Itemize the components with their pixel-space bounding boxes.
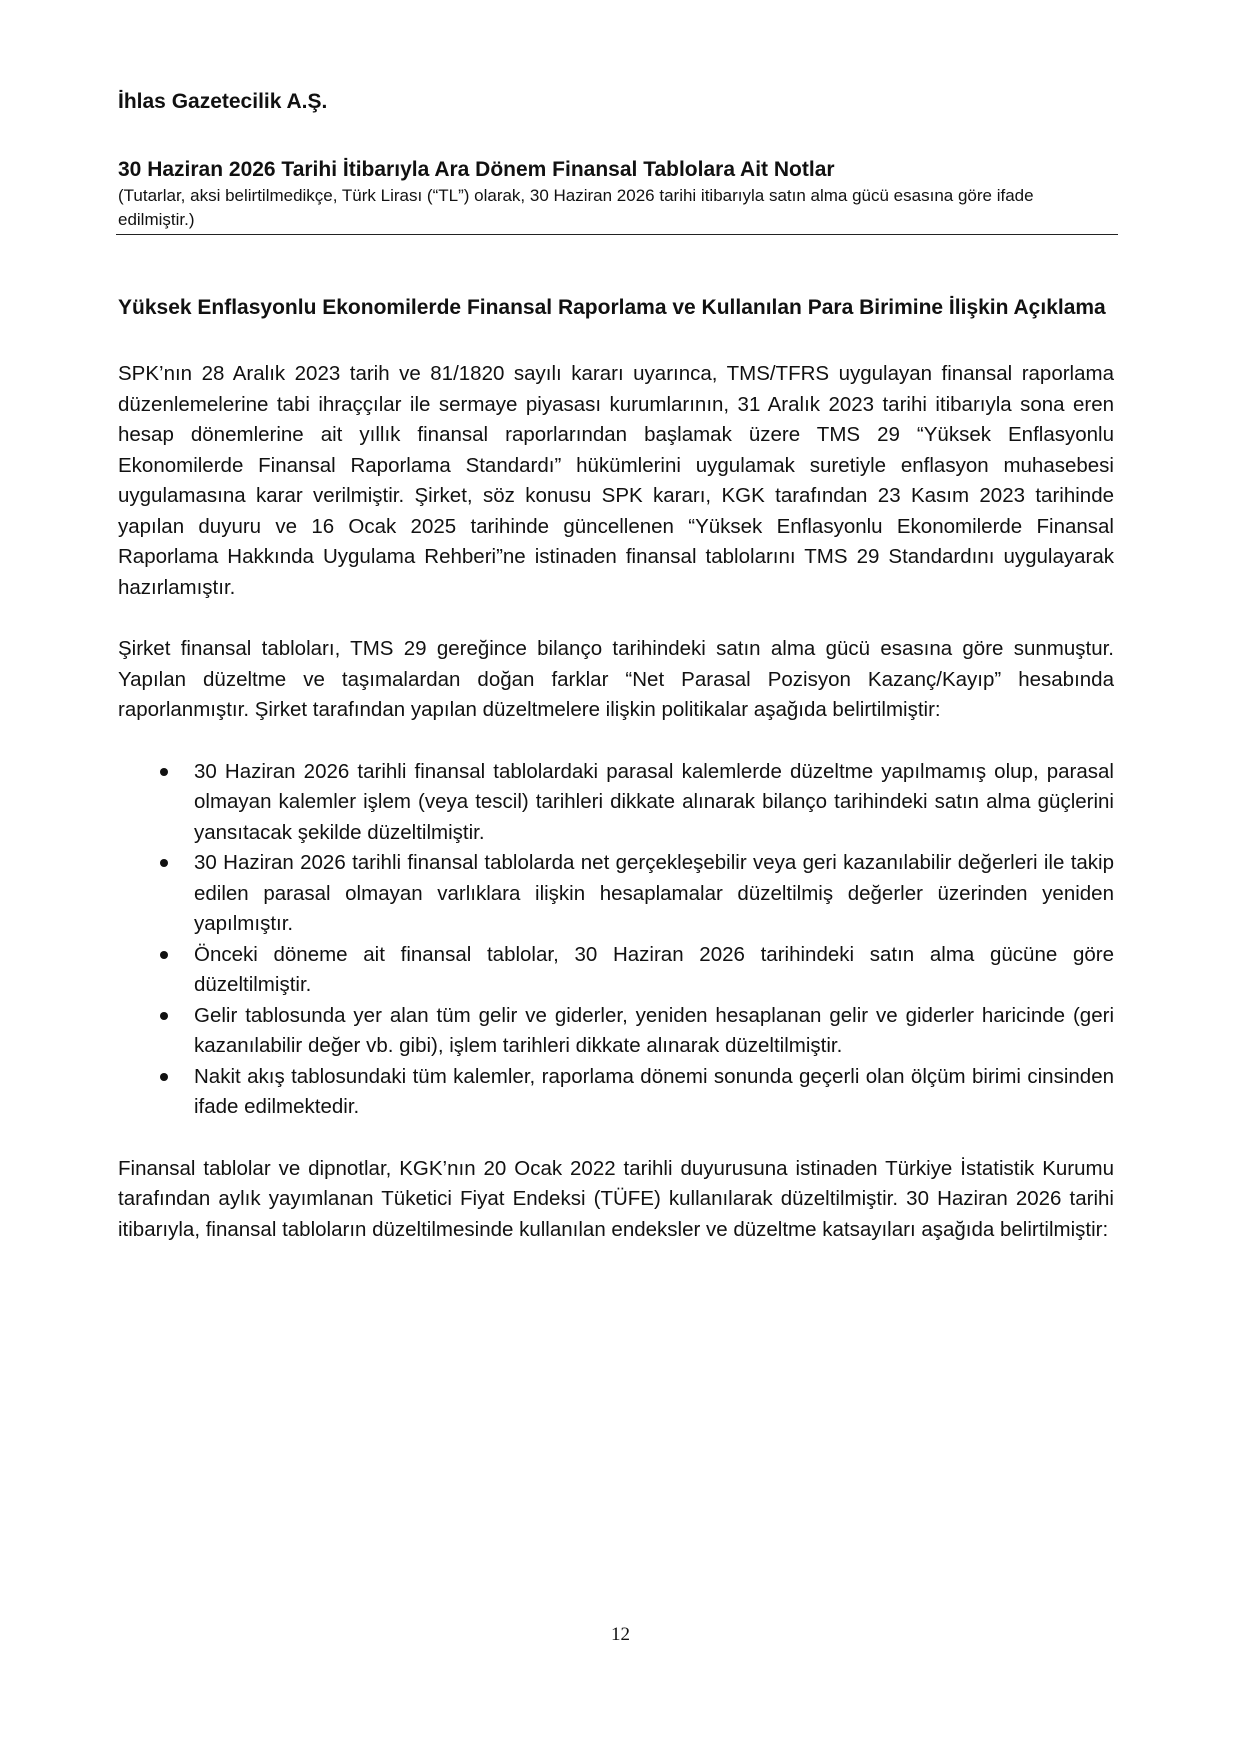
document-title: 30 Haziran 2026 Tarihi İtibarıyla Ara Dönem Finansal Tablolara Ait Notlar <box>118 158 835 181</box>
paragraph-2: Şirket finansal tabloları, TMS 29 gereğince bilanço tarihindeki satın alma gücü esasına göre sunmuştur. Yapılan düzeltme ve taşımalardan doğan farklar “Net Parasal Pozisyon Kazanç/Kayıp” hesabında raporlanmıştır. Şirket tarafından yapılan düzeltmelere ilişkin politikalar aşağıda belirtilmiştir: <box>118 637 1114 721</box>
section-heading: Yüksek Enflasyonlu Ekonomilerde Finansal Raporlama ve Kullanılan Para Birimine İlişkin Açıklama <box>118 296 1106 319</box>
bullet-icon <box>160 859 168 867</box>
list-item-text: Nakit akış tablosundaki tüm kalemler, raporlama dönemi sonunda geçerli olan ölçüm birimi cinsinden ifade edilmektedir. <box>194 1064 1114 1118</box>
bullet-icon <box>160 1073 168 1081</box>
document-subtitle: (Tutarlar, aksi belirtilmedikçe, Türk Lirası (“TL”) olarak, 30 Haziran 2026 tarihi itibarıyla satın alma gücü esasına göre ifade edilmiştir.) <box>118 186 1034 229</box>
list-item <box>118 1062 1114 1123</box>
list-item <box>118 940 1114 1001</box>
bullet-icon <box>160 768 168 776</box>
page-number: 12 <box>611 1624 630 1645</box>
page-header <box>118 88 1116 232</box>
bullet-icon <box>160 951 168 959</box>
list-item-text: Gelir tablosunda yer alan tüm gelir ve giderler, yeniden hesaplanan gelir ve giderler haricinde (geri kazanılabilir değer vb. gibi), işlem tarihleri dikkate alınarak düzeltilmiştir. <box>194 1003 1114 1057</box>
adjustment-policies-list <box>118 757 1114 1123</box>
list-item <box>118 757 1114 849</box>
list-item-text: Önceki döneme ait finansal tablolar, 30 Haziran 2026 tarihindeki satın alma gücüne göre düzeltilmiştir. <box>194 942 1114 996</box>
paragraph-1: SPK’nın 28 Aralık 2023 tarih ve 81/1820 sayılı kararı uyarınca, TMS/TFRS uygulayan finansal raporlama düzenlemelerine tabi ihraççılar ile sermaye piyasası kurumlarının, 31 Aralık 2023 tarihi itibarıyla sona eren hesap dönemlerine ait yıllık finansal raporlarından başlamak üzere TMS 29 “Yüksek Enflasyonlu Ekonomilerde Finansal Raporlama Standardı” hükümlerini uygulamak suretiyle enflasyon muhasebesi uygulamasına karar verilmiştir. Şirket, söz konusu SPK kararı, KGK tarafından 23 Kasım 2023 tarihinde yapılan duyuru ve 16 Ocak 2025 tarihinde güncellenen “Yüksek Enflasyonlu Ekonomilerde Finansal Raporlama Hakkında Uygulama Rehberi”ne istinaden finansal tablolarını TMS 29 Standardını uygulayarak hazırlamıştır. <box>118 362 1114 599</box>
list-item <box>118 848 1114 940</box>
paragraph-3: Finansal tablolar ve dipnotlar, KGK’nın 20 Ocak 2022 tarihli duyurusuna istinaden Türkiye İstatistik Kurumu tarafından aylık yayımlanan Tüketici Fiyat Endeksi (TÜFE) kullanılarak düzeltilmiştir. 30 Haziran 2026 tarihi itibarıyla, finansal tabloların düzeltilmesinde kullanılan endeksler ve düzeltme katsayıları aşağıda belirtilmiştir: <box>118 1156 1114 1241</box>
company-name: İhlas Gazetecilik A.Ş. <box>118 90 328 113</box>
header-divider <box>116 234 1118 235</box>
list-item <box>118 1001 1114 1062</box>
list-item-text: 30 Haziran 2026 tarihli finansal tablolardaki parasal kalemlerde düzeltme yapılmamış olup, parasal olmayan kalemler işlem (veya tescil) tarihleri dikkate alınarak bilanço tarihindeki satın alma güçlerini yansıtacak şekilde düzeltilmiştir. <box>194 759 1114 844</box>
bullet-icon <box>160 1012 168 1020</box>
list-item-text: 30 Haziran 2026 tarihli finansal tablolarda net gerçekleşebilir veya geri kazanılabilir değerleri ile takip edilen parasal olmayan varlıklara ilişkin hesaplamalar düzeltilmiş değerler üzerinden yeniden yapılmıştır. <box>194 851 1114 935</box>
main-content <box>118 292 1114 1276</box>
